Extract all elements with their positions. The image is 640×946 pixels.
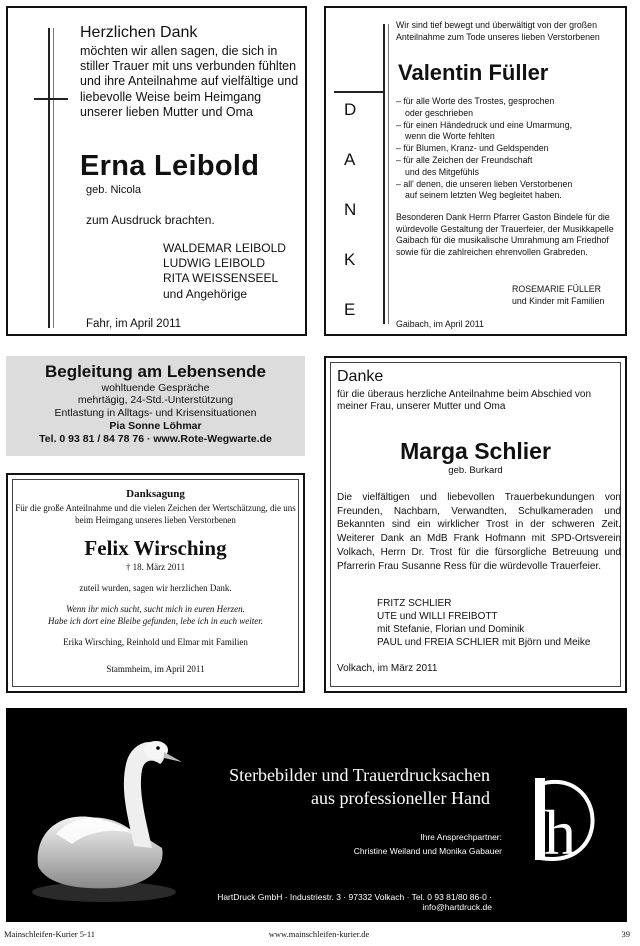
intro-text: Wir sind tief bewegt und überwältigt von der großen Anteilnahme zum Tode unseres lieben Verstorbenen [396,20,600,42]
ad-line: wohltuende Gespräche [101,382,210,394]
list-item-cont: auf seinem letzten Weg begleitet haben. [405,190,562,201]
list-item-cont: und des Mitgefühls [405,166,479,177]
thanks-title: Danke [337,368,384,385]
cross-shadow-line [53,28,54,328]
company-address: HartDruck GmbH · Industriestr. 3 · 97332 Volkach · Tel. 0 93 81/80 86-0 · info@hartdruck.de [217,892,492,912]
signer: PAUL und FREIA SCHLIER mit Björn und Meike [377,637,591,648]
signer: UTE und WILLI FREIBOTT [377,611,498,622]
list-item-cont: oder geschrieben [405,107,473,118]
poem [13,603,298,627]
obituary-marga-schlier [324,356,627,693]
thanks-text: möchten wir allen sagen, die sich in stiller Trauer mit uns verbunden fühlten und ihre Anteilnahme auf vielfältige und liebevolle Weise beim Heimgang unserer lieben Mutter und Oma [80,44,299,119]
obituary-felix-wirsching [6,473,305,693]
birth-name: geb. Burkard [448,465,503,476]
signer: mit Stefanie, Florian und Dominik [377,624,525,635]
logo-letter: h [544,797,576,868]
list-item: – für alle Worte des Trostes, gesprochen [396,96,555,106]
tagline-line: aus professioneller Hand [311,788,490,808]
place-date: Fahr, im April 2011 [86,318,182,330]
obituary-valentin-fueller [324,6,627,336]
death-date: † 18. März 2011 [125,562,186,572]
intro-text: für die überaus herzliche Anteilnahme beim Abschied von meiner Frau, unserer Mutter und Oma [337,389,592,413]
list-item: – für einen Händedruck und eine Umarmung, [396,119,573,130]
place-date: Stammheim, im April 2011 [106,664,205,674]
ad-line: mehrtägig, 24-Std.-Unterstützung [77,394,234,407]
signers [377,597,590,649]
signer: und Angehörige [163,286,248,301]
danke-letter: D [344,100,357,119]
danke-letter: A [344,150,356,169]
page-footer [4,928,634,942]
list-item: – für Blumen, Kranz- und Geldspenden [396,143,549,154]
signers [163,241,286,302]
signer: LUDWIG LEIBOLD [163,256,266,271]
danke-letter: E [344,300,356,319]
thanks-title: Herzlichen Dank [80,24,198,41]
hartdruck-ad [6,708,627,922]
tagline-line: Sterbebilder und Trauerdrucksachen [229,765,490,785]
list-item-cont: wenn die Worte fehlten [405,131,495,142]
deceased-name: Erna Leibold [80,150,260,182]
ad-contact: Tel. 0 93 81 / 84 78 76 · www.Rote-Wegwarte.de [39,433,272,446]
cross-shadow-line [388,24,389,324]
thanks-text: Für die große Anteilnahme und die vielen Zeichen der Wertschätzung, die uns beim Heimgang unseres lieben Verstorbenen [15,503,296,525]
thanks-title: Danksagung [126,488,185,500]
signers [512,284,604,308]
birth-name: geb. Nicola [86,184,142,196]
ad-title: Begleitung am Lebensende [44,362,267,381]
signer: RITA WEISSENSEEL [163,271,279,286]
place-date: Volkach, im März 2011 [337,663,438,674]
cross-icon [48,28,50,328]
hartdruck-logo-icon [510,770,602,868]
danke-letter: N [344,200,357,219]
swan-image [16,716,196,912]
deceased-name: Marga Schlier [400,438,551,464]
signer: FRITZ SCHLIER [377,598,452,609]
page-number: 39 [621,929,630,939]
ad-line: Entlastung in Alltags- und Krisensituationen [54,406,257,419]
cross-icon [383,24,385,324]
signer: und Kinder mit Familien [512,295,605,306]
tagline [182,764,490,810]
special-thanks: Besonderen Dank Herrn Pfarrer Gaston Bindele für die würdevolle Gestaltung der Trauerfeier, der Musikkapelle Gaibach für die musikalische Umrahmung am Friedhof sowie für die zahlreichen ehrenvollen Grabreden. [396,212,614,257]
signers: Erika Wirsching, Reinhold und Elmar mit Familien [63,637,248,647]
obituary-erna-leibold [6,6,307,336]
signer: WALDEMAR LEIBOLD [163,241,286,255]
closing-phrase: zum Ausdruck brachten. [86,213,215,227]
contact-label: Ihre Ansprechpartner: [420,832,502,842]
cross-bar [34,98,68,100]
inner-frame [12,479,299,687]
website-url: www.mainschleifen-kurier.de [268,929,370,939]
publication-name: Mainschleifen-Kurier 5-11 [4,929,96,939]
poem-line: Wenn ihr mich sucht, sucht mich in euren Herzen. [66,604,245,614]
deceased-name: Valentin Füller [398,60,549,85]
list-item: – für alle Zeichen der Freundschaft [396,154,533,165]
danke-letter: K [344,250,356,269]
cross-bar [334,91,384,93]
thanks-text: Die vielfältigen und liebevollen Trauerbekundungen von Freunden, Nachbarn, Verwandten, Schulkameraden und Bekannten sind ein wirklicher Trost in der schweren Zeit. Weiterer Dank an MdB Frank Hofmann mit SPD-Ortsverein Volkach, Herrn Dr. Trost für die fürsorgliche Betreuung und Pfarrerin Frau Susanne Ress für die würdevolle Trauerfeier. [337,492,621,572]
poem-line: Habe ich dort eine Bleibe gefunden, lebe ich in euch weiter. [48,616,263,626]
contact-names: Christine Weiland und Monika Gabauer [353,846,502,856]
thanks-list [396,96,626,202]
deceased-name: Felix Wirsching [84,536,227,560]
hospice-ad [6,356,305,456]
signer: ROSEMARIE FÜLLER [512,284,601,294]
place-date: Gaibach, im April 2011 [396,319,484,329]
list-item: – all' denen, die unseren lieben Verstorbenen [396,178,573,189]
ad-org: Pia Sonne Löhmar [109,420,202,433]
closing-phrase: zuteil wurden, sagen wir herzlichen Dank. [79,583,232,593]
